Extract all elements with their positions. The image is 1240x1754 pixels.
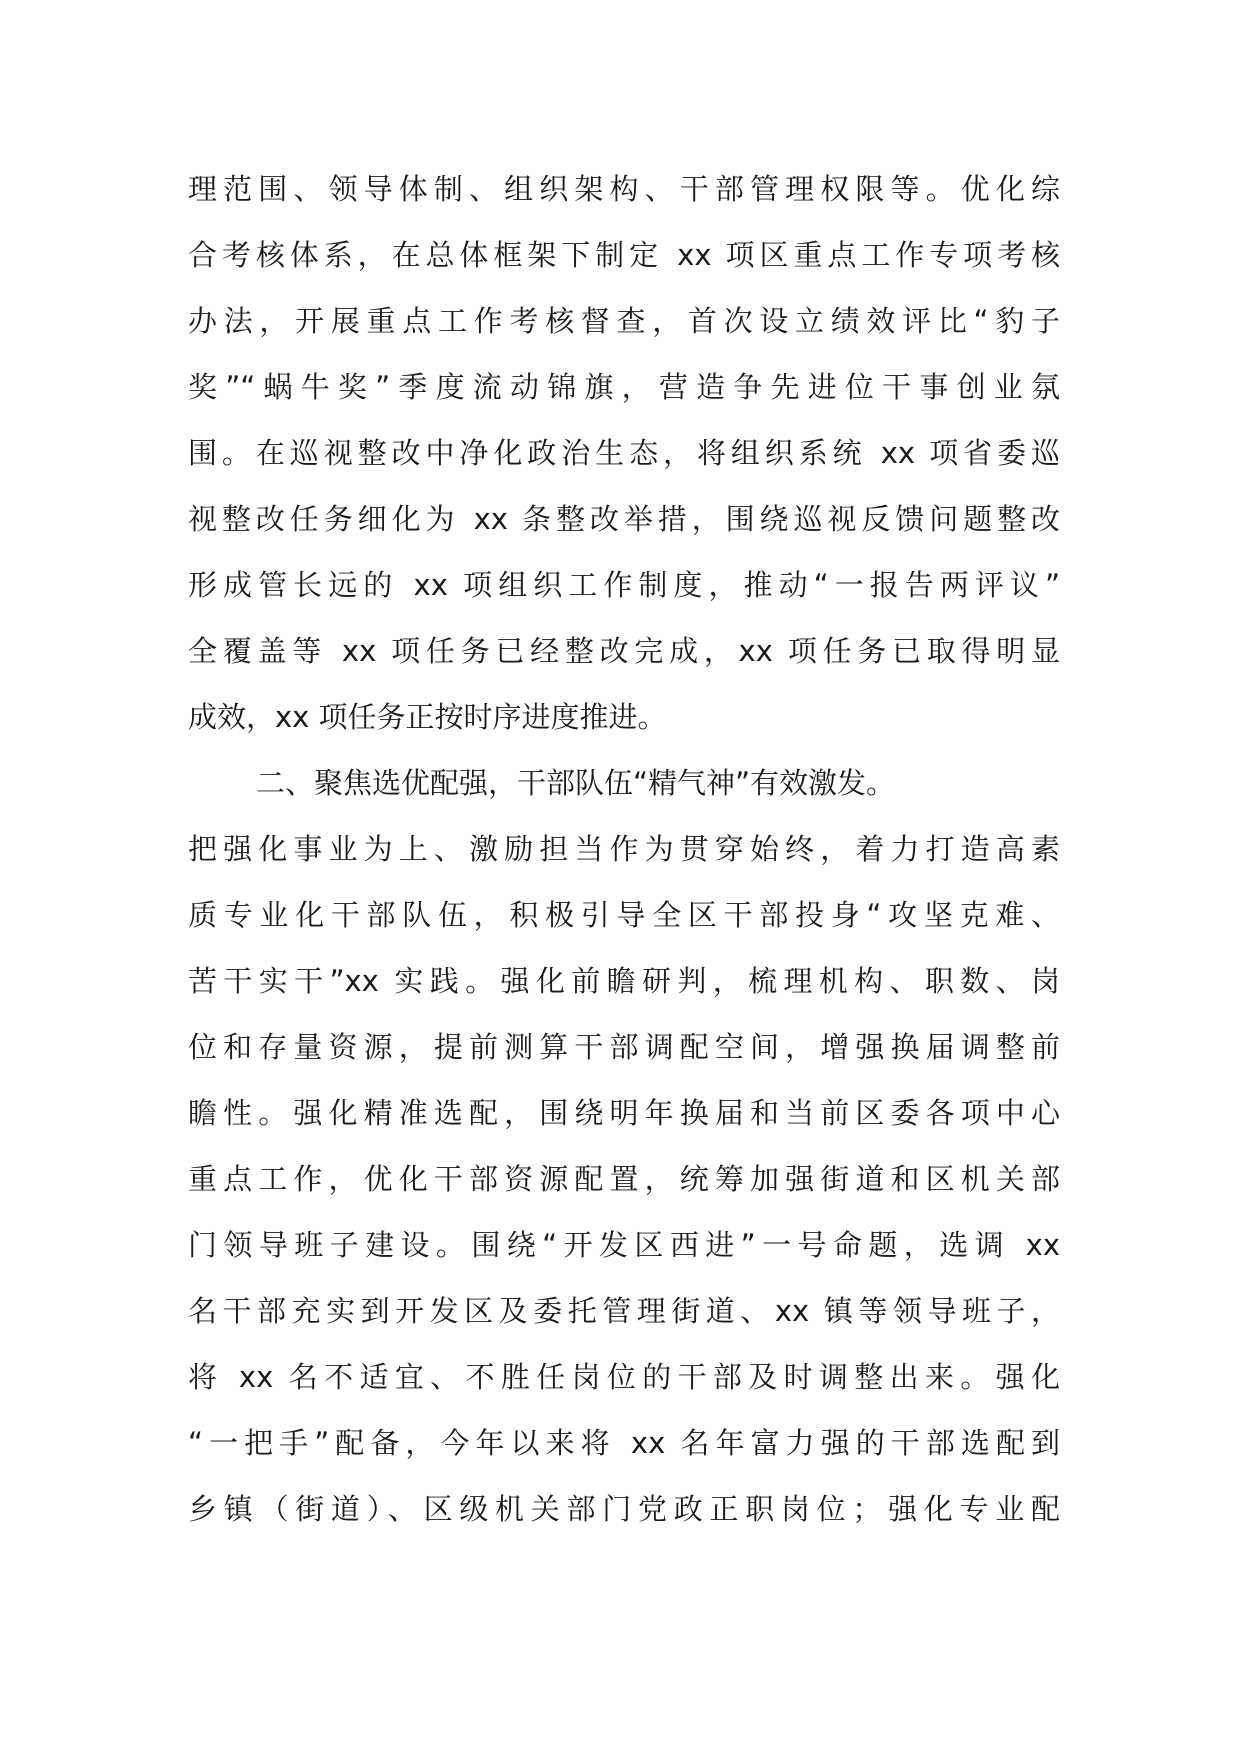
document-body xyxy=(188,156,1060,1542)
text-line: 质专业化干部队伍，积极引导全区干部投身“攻坚克难、 xyxy=(188,898,1060,932)
text-line: 奖”“蜗牛奖”季度流动锦旗，营造争先进位干事创业氛 xyxy=(188,370,1060,404)
text-line: 名干部充实到开发区及委托管理街道、xx 镇等领导班子， xyxy=(188,1294,1060,1328)
paragraph-2 xyxy=(188,750,1060,1542)
text-line: 将 xx 名不适宜、不胜任岗位的干部及时调整出来。强化 xyxy=(188,1360,1060,1394)
text-line: 瞻性。强化精准选配，围绕明年换届和当前区委各项中心 xyxy=(188,1096,1060,1130)
text-line: 围。在巡视整改中净化政治生态，将组织系统 xx 项省委巡 xyxy=(188,436,1060,470)
paragraph-1 xyxy=(188,156,1060,750)
text-line: 理范围、领导体制、组织架构、干部管理权限等。优化综 xyxy=(188,172,1060,206)
text-line: 办法，开展重点工作考核督查，首次设立绩效评比“豹子 xyxy=(188,304,1060,338)
text-line: 形成管长远的 xx 项组织工作制度，推动“一报告两评议” xyxy=(188,568,1060,602)
text-line: 重点工作，优化干部资源配置，统筹加强街道和区机关部 xyxy=(188,1162,1060,1196)
text-line: 苦干实干”xx 实践。强化前瞻研判，梳理机构、职数、岗 xyxy=(188,964,1060,998)
text-line: 把强化事业为上、激励担当作为贯穿始终，着力打造高素 xyxy=(188,832,1060,866)
text-line: 乡镇（街道）、区级机关部门党政正职岗位；强化专业配 xyxy=(188,1492,1060,1526)
text-line: “一把手”配备，今年以来将 xx 名年富力强的干部选配到 xyxy=(188,1426,1060,1460)
text-line: 全覆盖等 xx 项任务已经整改完成，xx 项任务已取得明显 xyxy=(188,634,1060,668)
text-line: 门领导班子建设。围绕“开发区西进”一号命题，选调 xx xyxy=(188,1228,1060,1262)
text-line: 合考核体系，在总体框架下制定 xx 项区重点工作专项考核 xyxy=(188,238,1060,272)
text-line: 视整改任务细化为 xx 条整改举措，围绕巡视反馈问题整改 xyxy=(188,502,1060,536)
section-heading-line: 二、聚焦选优配强，干部队伍“精气神”有效激发。 xyxy=(256,766,896,800)
text-line: 成效，xx 项任务正按时序进度推进。 xyxy=(188,700,667,734)
text-line: 位和存量资源，提前测算干部调配空间，增强换届调整前 xyxy=(188,1030,1060,1064)
